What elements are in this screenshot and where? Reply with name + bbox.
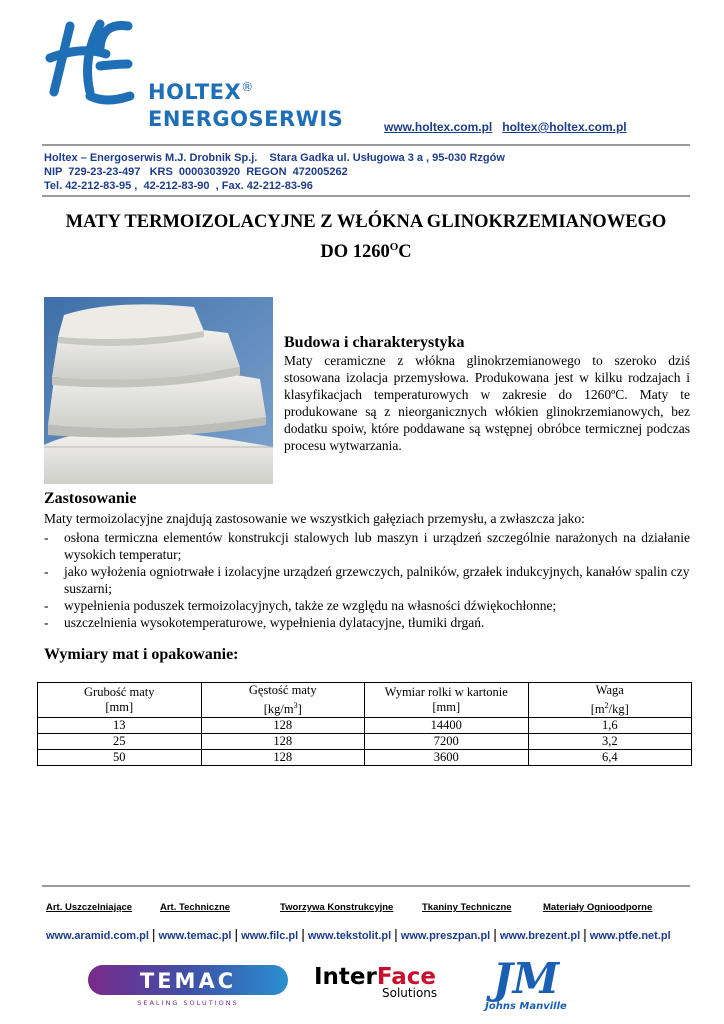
table-cell: 128 — [201, 734, 365, 750]
svg-text:JM: JM — [492, 954, 560, 1003]
table-cell: 50 — [38, 750, 202, 766]
brand-name-energoserwis: ENERGOSERWIS — [148, 107, 344, 131]
table-header-row — [38, 683, 692, 718]
footer-link[interactable]: www.ptfe.net.pl — [589, 930, 671, 942]
title-line-2: DO $1260^OC$ — [320, 241, 412, 263]
brand-name-holtex: HOLTEX® — [148, 80, 254, 104]
header-contact-links — [384, 120, 627, 134]
table-header-cell: Wymiar rolki w kartonie [mm] — [365, 683, 529, 718]
header-divider — [42, 144, 690, 146]
footer-category-link[interactable]: Tkaniny Techniczne — [422, 902, 512, 913]
table-cell: 128 — [201, 750, 365, 766]
johns-manville-logo — [478, 953, 574, 1013]
product-photo — [44, 297, 273, 484]
footer-link[interactable]: www.temac.pl — [158, 930, 232, 942]
footer-link[interactable]: www.preszpan.pl — [400, 930, 491, 942]
footer-link[interactable]: www.aramid.com.pl — [46, 930, 149, 942]
title-line-1: MATY TERMOIZOLACYJNE Z WŁÓKNA GLINOKRZEMIANOWEGO — [65, 212, 667, 232]
holtex-logo-icon — [42, 18, 138, 108]
footer-category-link[interactable]: Art. Uszczelniające — [46, 902, 133, 913]
footer-category-link[interactable]: Tworzywa Konstrukcyjne — [280, 902, 394, 913]
table-header-cell: Waga $[m^2/kg]$ — [528, 683, 692, 718]
svg-text:Solutions: Solutions — [382, 986, 438, 1000]
list-item: - uszczelnienia wysokotemperaturowe, wypełnienia dylatacyjne, tłumiki drgań. — [44, 615, 485, 630]
document-title — [42, 210, 690, 265]
company-info — [44, 151, 505, 193]
footer-category-link[interactable]: Art. Techniczne — [160, 902, 231, 913]
table-cell: 128 — [201, 718, 365, 734]
zastosowanie-list — [44, 529, 690, 631]
table-header-cell: Gęstość maty $[kg/m^3]$ — [201, 683, 365, 718]
company-address: Holtex – Energoserwis M.J. Drobnik Sp.j. Stara Gadka ul. Usługowa 3 a , 95-030 Rzgów — [44, 152, 505, 164]
table-header-cell: Grubość maty [mm] — [38, 683, 202, 718]
table-row — [38, 718, 692, 734]
zastosowanie-intro: Maty termoizolacyjne znajdują zastosowanie we wszystkich gałęziach przemysłu, a zwłaszcza jako: — [44, 511, 585, 526]
list-item: - jako wyłożenia ogniotrwałe i izolacyjne urządzeń grzewczych, palników, grzałek indukcyjnych, kanałów spalin czy suszarni; — [44, 564, 690, 596]
table-cell: 13 — [38, 718, 202, 734]
svg-text:InterFace: InterFace — [314, 964, 436, 990]
svg-text:Johns Manville: Johns Manville — [485, 1001, 567, 1012]
section-heading-budowa: Budowa i charakterystyka — [284, 334, 465, 351]
website-link[interactable]: www.holtex.com.pl — [384, 120, 493, 134]
table-cell: 14400 — [365, 718, 529, 734]
table-cell: 1,6 — [528, 718, 692, 734]
table-cell: 3,2 — [528, 734, 692, 750]
dimensions-table — [37, 682, 692, 766]
table-cell: 6,4 — [528, 750, 692, 766]
table-row — [38, 734, 692, 750]
interface-logo — [314, 960, 454, 1000]
section-heading-zastosowanie: Zastosowanie — [44, 490, 137, 507]
footer-divider — [42, 885, 690, 887]
list-item: - wypełnienia poduszek termoizolacyjnych, także ze względu na własności dźwiękochłonne; — [44, 598, 557, 613]
company-registration: NIP 729-23-23-497 KRS 0000303920 REGON 472005262 — [44, 166, 348, 178]
table-cell: 25 — [38, 734, 202, 750]
table-cell: 3600 — [365, 750, 529, 766]
email-link[interactable]: holtex@holtex.com.pl — [502, 120, 627, 134]
company-divider — [42, 195, 690, 197]
temac-logo — [86, 963, 290, 1007]
footer-links: www.aramid.com.pl | www.temac.pl | www.filc.pl | www.tekstolit.pl | www.preszpan.pl | www.brezent.pl | www.ptfe.net.pl — [46, 926, 671, 942]
footer-link[interactable]: www.brezent.pl — [499, 930, 581, 942]
company-phone: Tel. 42-212-83-95 , 42-212-83-90 , Fax. 42-212-83-96 — [44, 180, 313, 192]
table-cell: 7200 — [365, 734, 529, 750]
footer-link[interactable]: www.tekstolit.pl — [307, 930, 392, 942]
budowa-paragraph: Maty ceramiczne z włókna glinokrzemianowego to szeroko dziś stosowana izolacja przemysłowa. Produkowana jest w kilku rodzajach i klasyfikacjach temperaturowych w zakresie do 1260ºC. Maty te produkowane są z nieorganicznych włókien glinokrzemianowych, bez dodatku spoiw, które poddawane są wstępnej obróbce termicznej podczas procesu wytwarzania. — [284, 353, 690, 453]
footer-category-link[interactable]: Materiały Ognioodporne — [543, 902, 653, 913]
list-item: - osłona termiczna elementów konstrukcji stalowych lub maszyn i urządzeń szczególnie narażonych na działanie wysokich temperatur; — [44, 530, 690, 562]
footer-link[interactable]: www.filc.pl — [241, 930, 299, 942]
svg-text:TEMAC: TEMAC — [139, 969, 237, 993]
table-row — [38, 750, 692, 766]
svg-text:SEALING SOLUTIONS: SEALING SOLUTIONS — [137, 999, 239, 1007]
section-heading-wymiary: Wymiary mat i opakowanie: — [44, 646, 239, 663]
